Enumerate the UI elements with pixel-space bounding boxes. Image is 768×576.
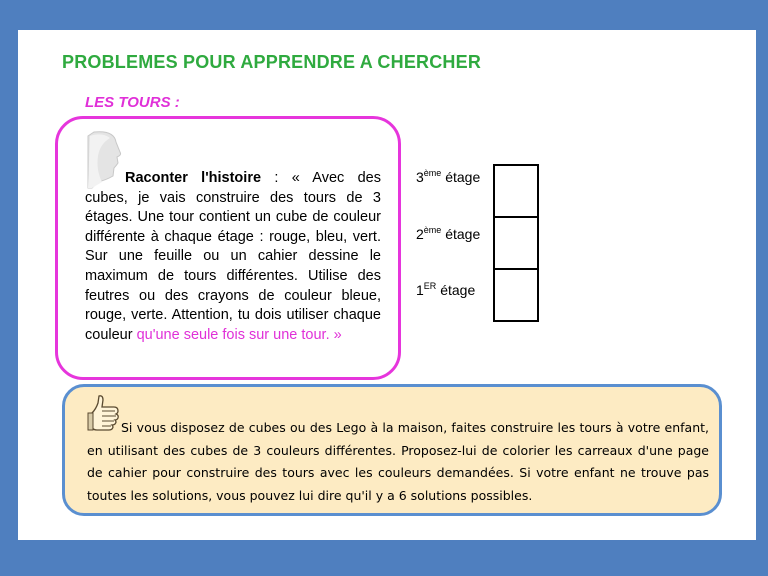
parent-note-box [62,384,722,516]
page-title: PROBLEMES POUR APPRENDRE A CHERCHER [62,52,482,72]
tower-label-floor-2: 2ème étage [416,225,481,242]
tower-cube-floor-3 [493,164,539,218]
tower-cube-floor-1 [493,268,539,322]
story-heading: Raconter l'histoire [125,170,262,186]
tower-cube-floor-2 [493,216,539,270]
story-text [85,169,381,345]
story-box [55,116,401,380]
tower-label-floor-1: 1ER étage [416,281,476,298]
parent-note-text: Si vous disposez de cubes ou des Lego à la maison, faites construire les tours à votre enfant, en utilisant des cubes de 3 couleurs différentes. Proposez-lui de colorier les carreaux d'une page de cahier pour construire des tours avec les couleurs demandées. Si votre enfant ne trouve pas toutes les solutions, vous pouvez lui dire qu'il y a 6 solutions possibles. [87,420,709,503]
story-highlight: qu'une seule fois sur une tour. » [136,326,342,343]
story-body: : « Avec des cubes, je vais construire des tours de 3 étages. Une tour contient un cube de couleur différente à chaque étage : rouge, bleu, vert. Sur une feuille ou un cahier dessine le maximum de tours différentes. Utilise des feutres ou des crayons de couleur bleue, rouge, verte. Attention, tu dois utiliser chaque couleur [85,170,381,343]
section-subtitle: LES TOURS : [85,94,180,111]
page [18,30,756,540]
tower-label-floor-3: 3ème étage [416,168,481,185]
